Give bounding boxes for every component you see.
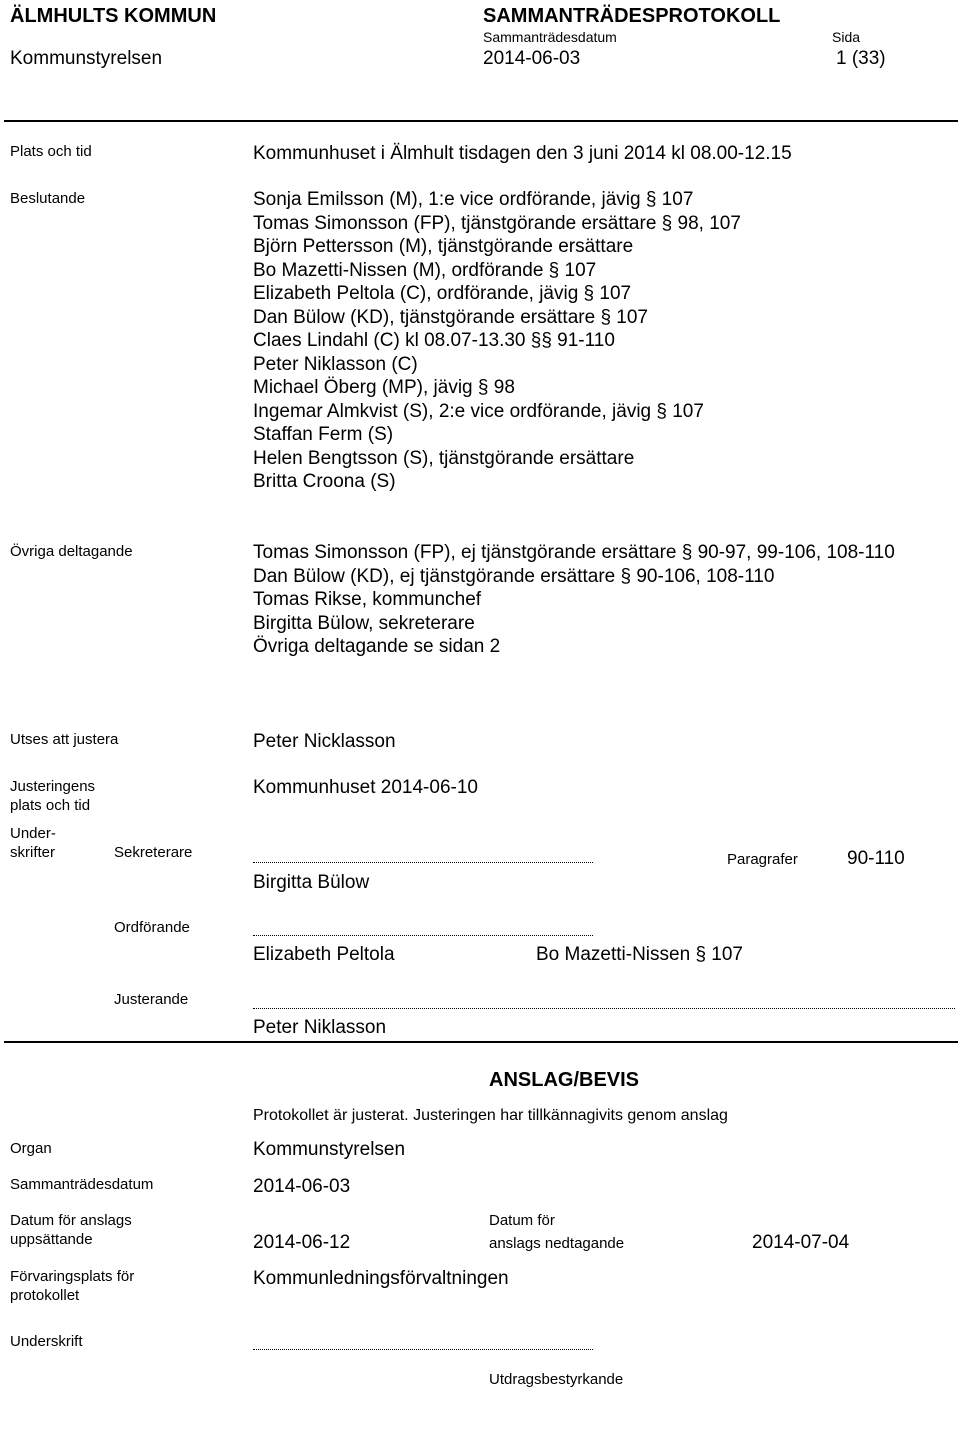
list-item: Tomas Rikse, kommunchef — [253, 589, 482, 610]
secretary-label: Sekreterare — [114, 844, 193, 861]
list-item: Peter Niklasson (C) — [253, 353, 418, 375]
posted-label-2: uppsättande — [10, 1231, 93, 1248]
place-value: Kommunhuset i Älmhult tisdagen den 3 juni 2014 kl 08.00-12.15 — [253, 143, 792, 164]
secretary-signature-line — [253, 862, 593, 863]
chair-name: Elizabeth Peltola — [253, 944, 395, 965]
list-item: Staffan Ferm (S) — [253, 424, 394, 445]
other-participants-list — [253, 541, 895, 659]
list-item: Claes Lindahl (C) kl 08.07-13.30 §§ 91-110 — [253, 330, 615, 351]
secretary-name: Birgitta Bülow — [253, 872, 370, 893]
storage-label-1: Förvaringsplats för — [10, 1268, 135, 1285]
meeting-date: 2014-06-03 — [483, 48, 581, 69]
notice-date-label: Sammanträdesdatum — [10, 1176, 154, 1193]
committee-name: Kommunstyrelsen — [10, 48, 163, 69]
other-participants-label: Övriga deltagande — [10, 543, 133, 560]
certifier-signature-line — [253, 1349, 593, 1350]
list-item: Björn Pettersson (M), tjänstgörande ersättare — [253, 236, 634, 257]
list-item: Michael Öberg (MP), jävig § 98 — [253, 377, 515, 398]
chair-signature-line — [253, 935, 593, 936]
storage-value: Kommunledningsförvaltningen — [253, 1268, 509, 1289]
decision-makers-list — [253, 188, 741, 494]
signatures-label-2: skrifter — [10, 844, 55, 861]
page-number: 1 (33) — [836, 48, 886, 69]
chair-alt-name: Bo Mazetti-Nissen § 107 — [536, 944, 743, 965]
list-item: Tomas Simonsson (FP), ej tjänstgörande ersättare § 90-97, 99-106, 108-110 — [253, 542, 895, 563]
notice-statement: Protokollet är justerat. Justeringen har tillkännagivits genom anslag — [253, 1107, 728, 1124]
list-item: Elizabeth Peltola (C), ordförande, jävig § 107 — [253, 283, 632, 304]
notice-date-value: 2014-06-03 — [253, 1176, 351, 1197]
storage-label-2: protokollet — [10, 1287, 80, 1304]
removed-label-2: anslags nedtagande — [489, 1235, 625, 1252]
notice-title: ANSLAG/BEVIS — [489, 1069, 640, 1091]
signatures-label-1: Under- — [10, 825, 56, 842]
removed-value: 2014-07-04 — [752, 1232, 850, 1253]
posted-label-1: Datum för anslags — [10, 1212, 132, 1229]
adjustment-place-value: Kommunhuset 2014-06-10 — [253, 777, 478, 798]
removed-label-1: Datum för — [489, 1212, 555, 1229]
list-item: Ingemar Almkvist (S), 2:e vice ordförande, jävig § 107 — [253, 400, 704, 422]
document-title: SAMMANTRÄDESPROTOKOLL — [483, 5, 781, 27]
adjuster-name: Peter Niklasson — [253, 1017, 387, 1038]
organ-value: Kommunstyrelsen — [253, 1139, 406, 1160]
adjuster-label: Justerande — [114, 991, 189, 1008]
appointed-adjuster-value: Peter Nicklasson — [253, 731, 396, 752]
adjuster-signature-line — [253, 1008, 955, 1009]
chair-label: Ordförande — [114, 919, 190, 936]
adjustment-place-label-1: Justeringens — [10, 778, 96, 795]
list-item: Dan Bülow (KD), tjänstgörande ersättare § 107 — [253, 306, 648, 328]
paragraphs-value: 90-110 — [847, 848, 905, 869]
date-label: Sammanträdesdatum — [483, 29, 617, 45]
certifier-label: Utdragsbestyrkande — [489, 1371, 624, 1388]
list-item: Övriga deltagande se sidan 2 — [253, 636, 501, 657]
org-name: ÄLMHULTS KOMMUN — [10, 5, 217, 27]
list-item: Sonja Emilsson (M), 1:e vice ordförande, jävig § 107 — [253, 189, 694, 210]
adjustment-place-label-2: plats och tid — [10, 797, 91, 814]
place-label: Plats och tid — [10, 143, 92, 160]
notice-divider — [4, 1041, 958, 1043]
list-item: Bo Mazetti-Nissen (M), ordförande § 107 — [253, 259, 597, 281]
signature-label: Underskrift — [10, 1333, 83, 1350]
page-label: Sida — [832, 29, 861, 45]
posted-value: 2014-06-12 — [253, 1232, 351, 1253]
list-item: Birgitta Bülow, sekreterare — [253, 612, 475, 634]
decision-makers-label: Beslutande — [10, 190, 86, 207]
list-item: Helen Bengtsson (S), tjänstgörande ersättare — [253, 447, 635, 469]
list-item: Tomas Simonsson (FP), tjänstgörande ersättare § 98, 107 — [253, 212, 741, 234]
appointed-adjuster-label: Utses att justera — [10, 731, 119, 748]
paragraphs-label: Paragrafer — [727, 851, 798, 868]
list-item: Britta Croona (S) — [253, 471, 396, 492]
list-item: Dan Bülow (KD), ej tjänstgörande ersättare § 90-106, 108-110 — [253, 565, 775, 587]
header-divider — [4, 120, 958, 122]
organ-label: Organ — [10, 1140, 52, 1157]
